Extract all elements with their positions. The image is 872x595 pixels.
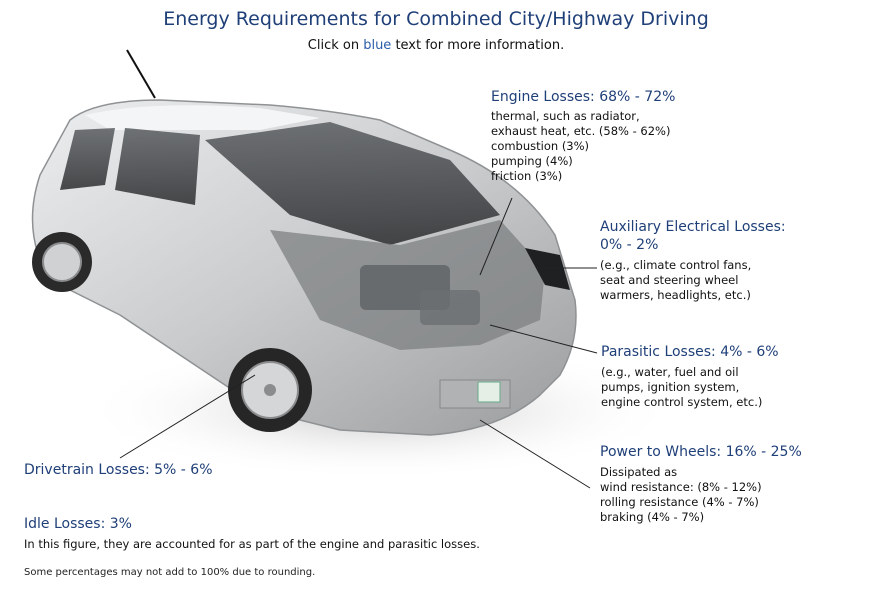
- auxiliary-losses-details: (e.g., climate control fans, seat and steering wheel warmers, headlights, etc.): [600, 258, 752, 302]
- idle-losses-link[interactable]: Idle Losses: 3%: [24, 516, 132, 532]
- subtitle-suffix: text for more information.: [391, 38, 565, 53]
- auxiliary-losses-range[interactable]: 0% - 2%: [600, 237, 659, 253]
- power-to-wheels-callout: [600, 443, 802, 525]
- parasitic-losses-link[interactable]: Parasitic Losses: 4% - 6%: [601, 344, 779, 360]
- engine-losses-details: thermal, such as radiator, exhaust heat, etc. (58% - 62%) combustion (3%) pumping (4%) friction (3%): [491, 109, 671, 183]
- page-title: Energy Requirements for Combined City/Highway Driving: [163, 8, 709, 30]
- engine-losses-link[interactable]: Engine Losses: 68% - 72%: [491, 89, 676, 105]
- subtitle-prefix: Click on: [307, 38, 364, 53]
- power-to-wheels-link[interactable]: Power to Wheels: 16% - 25%: [600, 444, 802, 460]
- subtitle-blue-word: blue: [363, 38, 392, 53]
- drivetrain-losses-link[interactable]: Drivetrain Losses: 5% - 6%: [24, 462, 213, 478]
- drivetrain-losses-callout: [24, 461, 213, 479]
- idle-losses-callout: [24, 515, 480, 552]
- subtitle: [0, 38, 872, 53]
- parasitic-losses-callout: [601, 343, 779, 410]
- parasitic-losses-details: (e.g., water, fuel and oil pumps, ignition system, engine control system, etc.): [601, 365, 763, 409]
- footnote: Some percentages may not add to 100% due to rounding.: [24, 567, 316, 578]
- engine-losses-callout: [491, 88, 675, 184]
- auxiliary-losses-link[interactable]: Auxiliary Electrical Losses:: [600, 219, 786, 235]
- idle-losses-details: In this figure, they are accounted for as part of the engine and parasitic losses.: [24, 537, 480, 551]
- auxiliary-losses-callout: [600, 218, 786, 303]
- power-to-wheels-details: Dissipated as wind resistance: (8% - 12%) rolling resistance (4% - 7%) braking (4% - 7%): [600, 465, 762, 524]
